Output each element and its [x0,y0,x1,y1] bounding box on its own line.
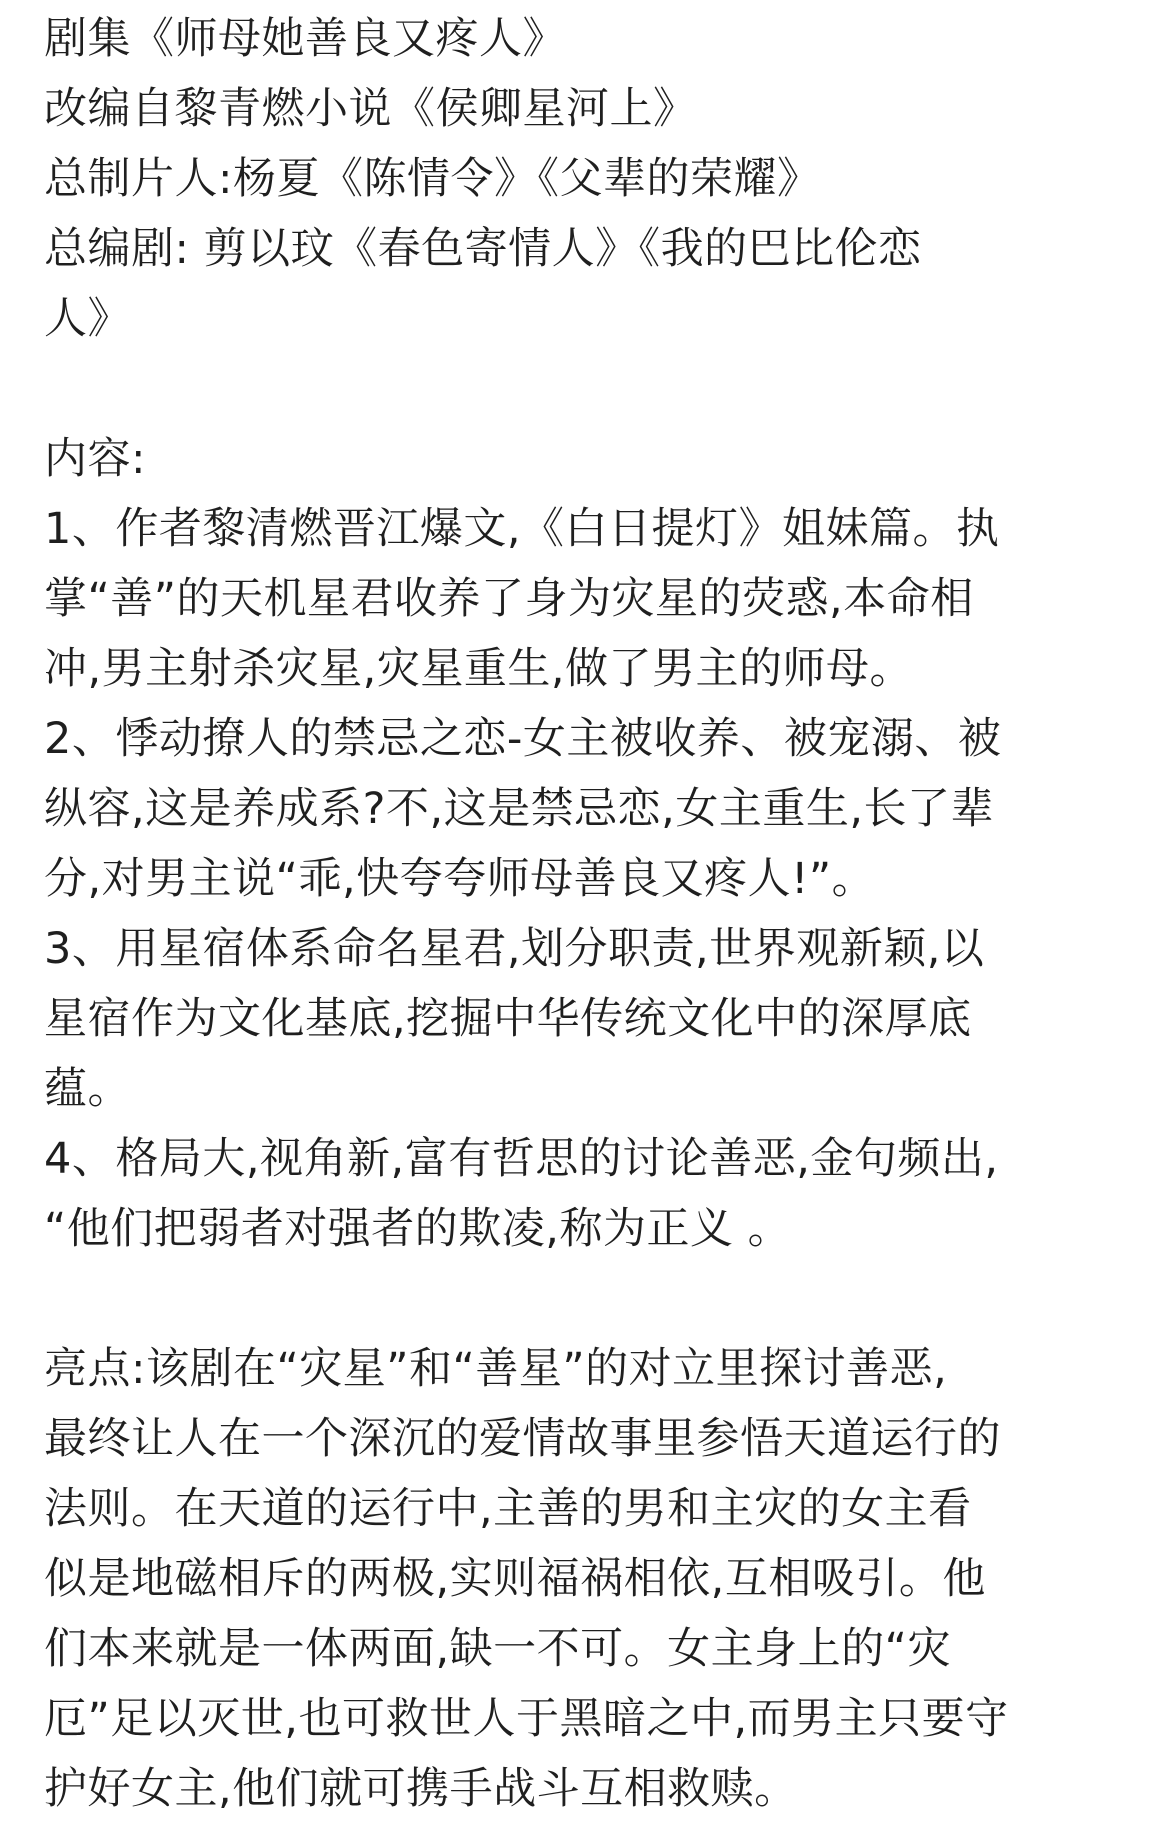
content-line: 3、用星宿体系命名星君,划分职责,世界观新颖,以 [44,924,985,974]
highlight-line: 亮点:该剧在“灾星”和“善星”的对立里探讨善恶, [44,1344,948,1394]
content-line: 4、格局大,视角新,富有哲思的讨论善恶,金句频出, [44,1134,999,1184]
highlight-line: 似是地磁相斥的两极,实则福祸相依,互相吸引。他 [44,1554,986,1604]
series-title: 剧集《师母她善良又疼人》 [44,14,566,64]
highlight-line: 最终让人在一个深沉的爱情故事里参悟天道运行的 [44,1414,1001,1464]
content-line: 分,对男主说“乖,快夸夸师母善良又疼人!”。 [44,854,876,904]
post-text [44,4,1134,1824]
content-line: 1、作者黎清燃晋江爆文,《白日提灯》姐妹篇。执 [44,504,1000,554]
content-line: 蕴。 [44,1064,131,1114]
producer-credit: 总制片人:杨夏《陈情令》《父辈的荣耀》 [44,154,821,204]
highlight-line: 厄”足以灭世,也可救世人于黑暗之中,而男主只要守 [44,1694,1009,1744]
highlight-line: 们本来就是一体两面,缺一不可。女主身上的“灾 [44,1624,951,1674]
spacer [44,1264,1134,1334]
content-line: 冲,男主射杀灾星,灾星重生,做了男主的师母。 [44,644,914,694]
content-line: 掌“善”的天机星君收养了身为灾星的荧惑,本命相 [44,574,974,624]
writer-credit: 总编剧: 剪以玟《春色寄情人》《我的巴比伦恋 [44,224,922,274]
writer-credit-cont: 人》 [44,294,131,344]
content-heading: 内容: [44,434,146,484]
content-line: 星宿作为文化基底,挖掘中华传统文化中的深厚底 [44,994,972,1044]
adapted-from: 改编自黎青燃小说《侯卿星河上》 [44,84,697,134]
content-line: “他们把弱者对强者的欺凌,称为正义 。 [44,1204,792,1254]
highlight-line: 护好女主,他们就可携手战斗互相救赎。 [44,1764,798,1814]
content-line: 纵容,这是养成系?不,这是禁忌恋,女主重生,长了辈 [44,784,994,834]
highlight-line: 法则。在天道的运行中,主善的男和主灾的女主看 [44,1484,972,1534]
content-line: 2、悸动撩人的禁忌之恋-女主被收养、被宠溺、被 [44,714,1002,764]
spacer [44,354,1134,424]
